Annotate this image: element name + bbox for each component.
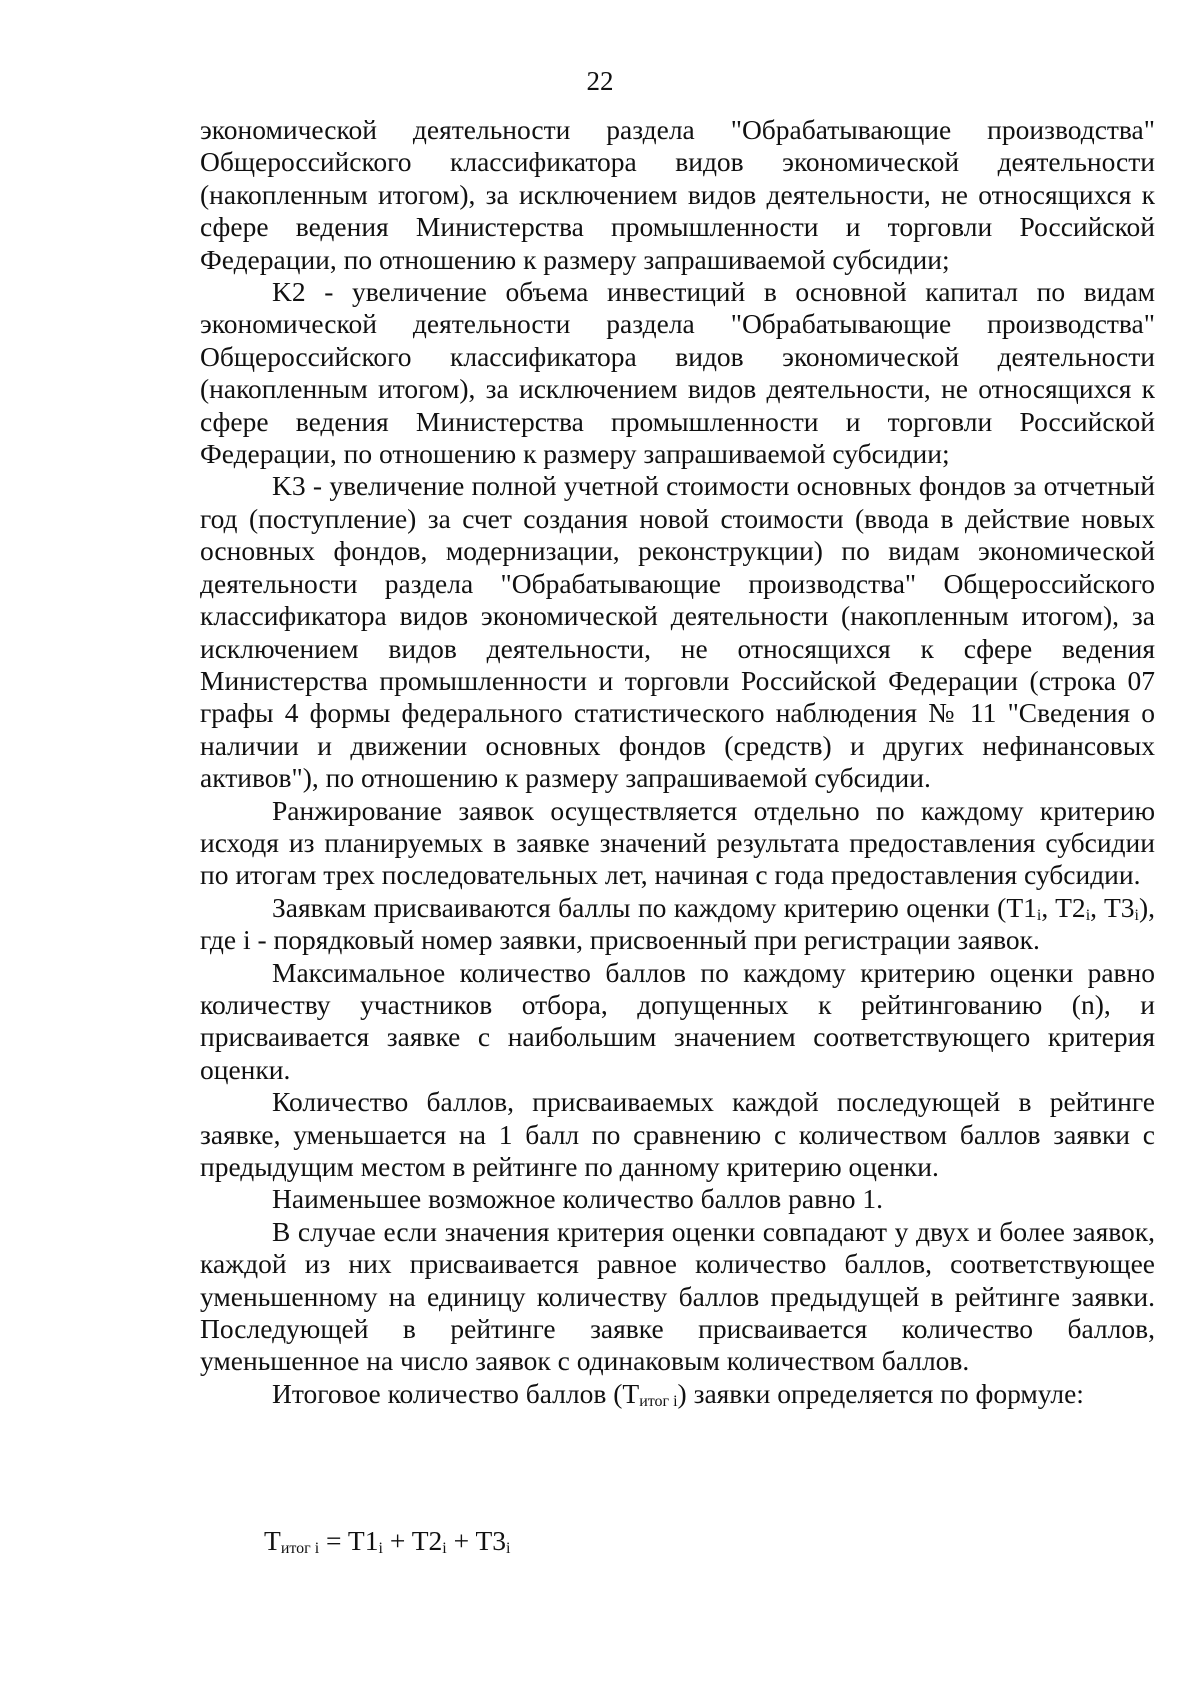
formula-t2-sub: i — [442, 1540, 447, 1557]
paragraph-total-score — [200, 1378, 1155, 1410]
scores-text-start: Заявкам присваиваются баллы по каждому критерию оценки (T1 — [272, 891, 1037, 923]
paragraph-tie-rule: В случае если значения критерия оценки совпадают у двух и более заявок, каждой из них присваивается равное количество баллов, соответствующее уменьшенному на единицу количеству баллов предыдущей в рейтинге заявки. Последующей в рейтинге заявке присваивается количество баллов, уменьшенное на число заявок с одинаковым количеством баллов. — [200, 1215, 1155, 1377]
paragraph-min-score: Наименьшее возможное количество баллов равно 1. — [272, 1183, 884, 1215]
paragraph-score-decrement: Количество баллов, присваиваемых каждой последующей в рейтинге заявке, уменьшается на 1 балл по сравнению с количеством баллов заявки с предыдущим местом в рейтинге по данному критерию оценки. — [200, 1086, 1155, 1182]
formula-lhs-sub: итог i — [280, 1540, 320, 1557]
scores-sub-1: i — [1036, 906, 1042, 924]
formula-t1: = T1 — [319, 1525, 379, 1556]
scores-text-t3: , T3 — [1090, 891, 1135, 923]
formula-t2: + T2 — [382, 1525, 443, 1556]
total-score-formula — [264, 1525, 510, 1557]
paragraph-scores-assigned — [200, 892, 1155, 957]
formula-t3: + T3 — [446, 1525, 507, 1556]
total-text-end: ) заявки определяется по формуле: — [677, 1377, 1084, 1409]
total-sub: итог i — [639, 1392, 678, 1410]
total-text-start: Итоговое количество баллов (T — [272, 1377, 640, 1409]
formula-t1-sub: i — [378, 1540, 383, 1557]
paragraph-k2: K2 - увеличение объема инвестиций в основной капитал по видам экономической деятельности раздела "Обрабатывающие производства" Общероссийского классификатора видов экономической деятельности (накопленным итогом), за исключением видов деятельности, не относящихся к сфере ведения Министерства промышленности и торговли Российской Федерации, по отношению к размеру запрашиваемой субсидии; — [200, 276, 1155, 470]
document-body — [200, 114, 1155, 1410]
paragraph-max-score: Максимальное количество баллов по каждому критерию оценки равно количеству участников отбора, допущенных к рейтингованию (n), и присваивается заявке с наибольшим значением соответствующего критерия оценки. — [200, 956, 1155, 1085]
paragraph-k1-continuation: экономической деятельности раздела "Обрабатывающие производства" Общероссийского классификатора видов экономической деятельности (накопленным итогом), за исключением видов деятельности, не относящихся к сфере ведения Министерства промышленности и торговли Российской Федерации, по отношению к размеру запрашиваемой субсидии; — [200, 114, 1155, 275]
paragraph-ranking: Ранжирование заявок осуществляется отдельно по каждому критерию исходя из планируемых в заявке значений результата предоставления субсидии по итогам трех последовательных лет, начиная с года предоставления субсидии. — [200, 794, 1155, 891]
page-number: 22 — [586, 66, 614, 96]
formula-lhs: T — [264, 1525, 281, 1556]
scores-text-end: ), где i - порядковый номер заявки, присвоенный при регистрации заявок. — [200, 891, 1155, 956]
formula-t3-sub: i — [506, 1540, 511, 1557]
paragraph-k3: K3 - увеличение полной учетной стоимости основных фондов за отчетный год (поступление) за счет создания новой стоимости (ввода в действие новых основных фондов, модернизации, реконструкции) по видам экономической деятельности раздела "Обрабатывающие производства" Общероссийского классификатора видов экономической деятельности (накопленным итогом), за исключением видов деятельности, не относящихся к сфере ведения Министерства промышленности и торговли Российской Федерации (строка 07 графы 4 формы федерального статистического наблюдения № 11 "Сведения о наличии и движении основных фондов (средств) и других нефинансовых активов"), по отношению к размеру запрашиваемой субсидии. — [200, 470, 1155, 794]
scores-sub-3: i — [1134, 906, 1139, 924]
scores-sub-2: i — [1085, 906, 1091, 924]
scores-text-t2: , T2 — [1041, 891, 1086, 923]
